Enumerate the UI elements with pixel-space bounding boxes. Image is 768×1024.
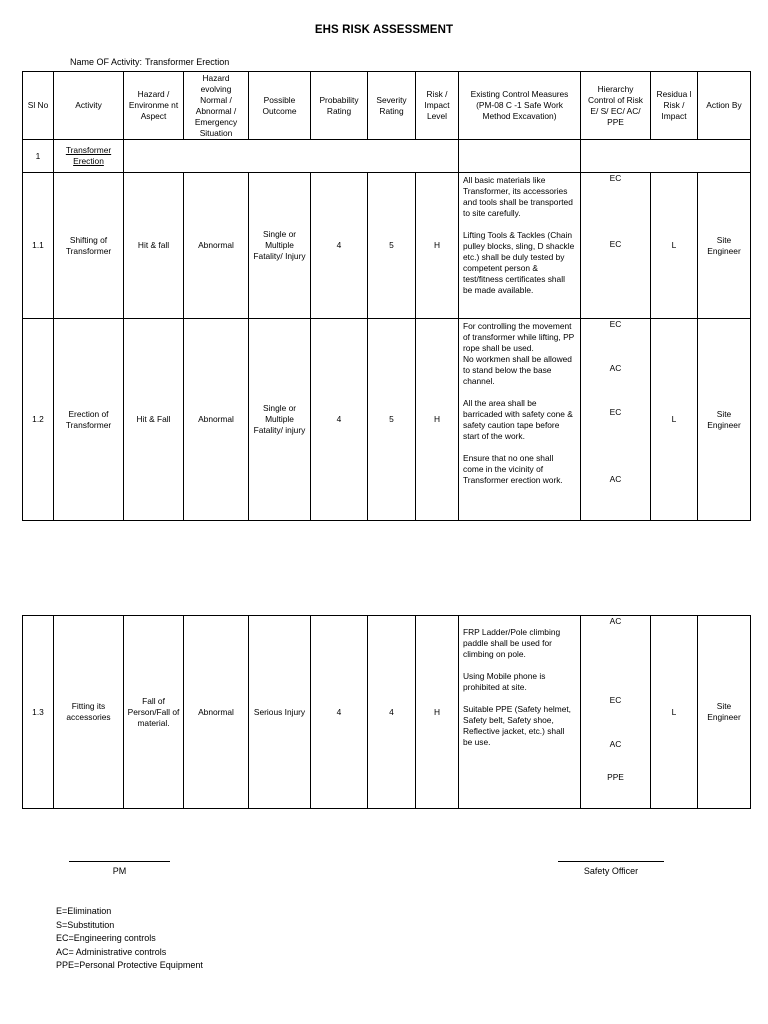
control-measure: Ensure that no one shall come in the vicinity of Transformer erection work.: [463, 453, 563, 485]
header-probability: Probability Rating: [311, 72, 368, 140]
safety-officer-signature-label: Safety Officer: [583, 866, 639, 876]
header-possible-outcome: Possible Outcome: [249, 72, 311, 140]
risk-assessment-table-continued: [22, 615, 751, 809]
row-residual: L: [651, 616, 698, 809]
activity-name-value: Transformer Erection: [145, 57, 230, 67]
header-severity: Severity Rating: [368, 72, 416, 140]
section-empty-cell: [124, 140, 459, 173]
row-residual: L: [651, 173, 698, 319]
legend: [56, 905, 203, 973]
row-probability: 4: [311, 319, 368, 521]
control-measure: Suitable PPE (Safety helmet, Safety belt, Safety shoe, Reflective jacket, etc.) shall be use.: [463, 704, 571, 747]
control-measure: No workmen shall be allowed to stand below the base channel.: [463, 354, 572, 386]
signature-line: [558, 861, 664, 862]
risk-assessment-table: [22, 71, 751, 521]
activity-name-line: [70, 57, 232, 67]
row-risk: H: [416, 319, 459, 521]
table-row: [23, 319, 751, 521]
hierarchy-mark: AC: [609, 363, 622, 373]
row-controls: [459, 616, 581, 809]
row-action-by: Site Engineer: [698, 319, 751, 521]
row-outcome: Single or Multiple Fatality/ Injury: [249, 173, 311, 319]
safety-officer-signature: [558, 861, 664, 876]
header-row: [23, 72, 751, 140]
hierarchy-mark: EC: [609, 695, 622, 705]
pm-signature-label: PM: [112, 866, 127, 876]
row-risk: H: [416, 173, 459, 319]
legend-item: AC= Administrative controls: [56, 946, 167, 957]
row-activity: Shifting of Transformer: [54, 173, 124, 319]
row-hierarchy: [581, 173, 651, 319]
control-measure: Lifting Tools & Tackles (Chain pulley blocks, sling, D shackle etc.) shall be duly tested by competent person & test/fitness certificates shall be made available.: [463, 230, 575, 295]
row-severity: 5: [368, 173, 416, 319]
header-risk-level: Risk / Impact Level: [416, 72, 459, 140]
hierarchy-mark: AC: [609, 474, 622, 484]
control-measure: FRP Ladder/Pole climbing paddle shall be used for climbing on pole.: [463, 627, 561, 659]
row-hazard: Hit & fall: [124, 173, 184, 319]
header-residual: Residua l Risk / Impact: [651, 72, 698, 140]
section-row: [23, 140, 751, 173]
hierarchy-mark: EC: [609, 407, 622, 417]
header-sl-no: Sl No: [23, 72, 54, 140]
row-probability: 4: [311, 616, 368, 809]
legend-item: E=Elimination: [56, 906, 112, 916]
legend-item: S=Substitution: [56, 919, 115, 930]
section-activity: [54, 140, 124, 173]
hierarchy-mark: EC: [609, 173, 622, 183]
row-hierarchy: [581, 319, 651, 521]
row-action-by: Site Engineer: [698, 173, 751, 319]
row-hazard: Fall of Person/Fall of material.: [124, 616, 184, 809]
row-sl: 1.3: [23, 616, 54, 809]
row-severity: 4: [368, 616, 416, 809]
row-residual: L: [651, 319, 698, 521]
table-row: [23, 616, 751, 809]
row-controls: [459, 173, 581, 319]
legend-item: EC=Engineering controls: [56, 933, 156, 944]
row-situation: Abnormal: [184, 616, 249, 809]
row-outcome: Single or Multiple Fatality/ injury: [249, 319, 311, 521]
section-sl: 1: [23, 140, 54, 173]
header-hazard-aspect: Hazard / Environme nt Aspect: [124, 72, 184, 140]
control-measure: For controlling the movement of transformer while lifting, PP rope shall be used.: [463, 321, 575, 353]
hierarchy-mark: PPE: [607, 772, 624, 782]
row-hierarchy: [581, 616, 651, 809]
row-sl: 1.1: [23, 173, 54, 319]
row-situation: Abnormal: [184, 173, 249, 319]
row-outcome: Serious Injury: [249, 616, 311, 809]
hierarchy-mark: AC: [609, 739, 622, 749]
section-empty-controls: [459, 140, 581, 173]
section-activity-label: Transformer Erection: [65, 145, 112, 166]
header-hazard-evolving: Hazard evolving Normal / Abnormal / Emergency Situation: [184, 72, 249, 140]
hierarchy-mark: EC: [609, 239, 622, 249]
row-activity: Erection of Transformer: [54, 319, 124, 521]
row-sl: 1.2: [23, 319, 54, 521]
hierarchy-mark: EC: [609, 319, 622, 329]
legend-item: PPE=Personal Protective Equipment: [56, 960, 203, 971]
row-controls: [459, 319, 581, 521]
header-activity: Activity: [54, 72, 124, 140]
section-empty-right: [581, 140, 751, 173]
header-hierarchy: Hierarchy Control of Risk E/ S/ EC/ AC/ PPE: [581, 72, 651, 140]
row-action-by: Site Engineer: [698, 616, 751, 809]
pm-signature: [69, 861, 170, 876]
row-hazard: Hit & Fall: [124, 319, 184, 521]
activity-name-label: Name OF Activity:: [70, 57, 143, 67]
hierarchy-mark: AC: [609, 616, 622, 626]
header-action-by: Action By: [698, 72, 751, 140]
row-situation: Abnormal: [184, 319, 249, 521]
control-measure: Using Mobile phone is prohibited at site.: [463, 671, 546, 692]
header-existing-controls: Existing Control Measures (PM-08 C -1 Safe Work Method Excavation): [459, 72, 581, 140]
control-measure: All basic materials like Transformer, its accessories and tools shall be transported to site carefully.: [463, 175, 573, 218]
row-activity: Fitting its accessories: [54, 616, 124, 809]
control-measure: All the area shall be barricaded with safety cone & safety caution tape before start of the work.: [463, 398, 573, 441]
signature-line: [69, 861, 170, 862]
table-row: [23, 173, 751, 319]
row-severity: 5: [368, 319, 416, 521]
row-risk: H: [416, 616, 459, 809]
row-probability: 4: [311, 173, 368, 319]
document-title: EHS RISK ASSESSMENT: [314, 24, 454, 36]
